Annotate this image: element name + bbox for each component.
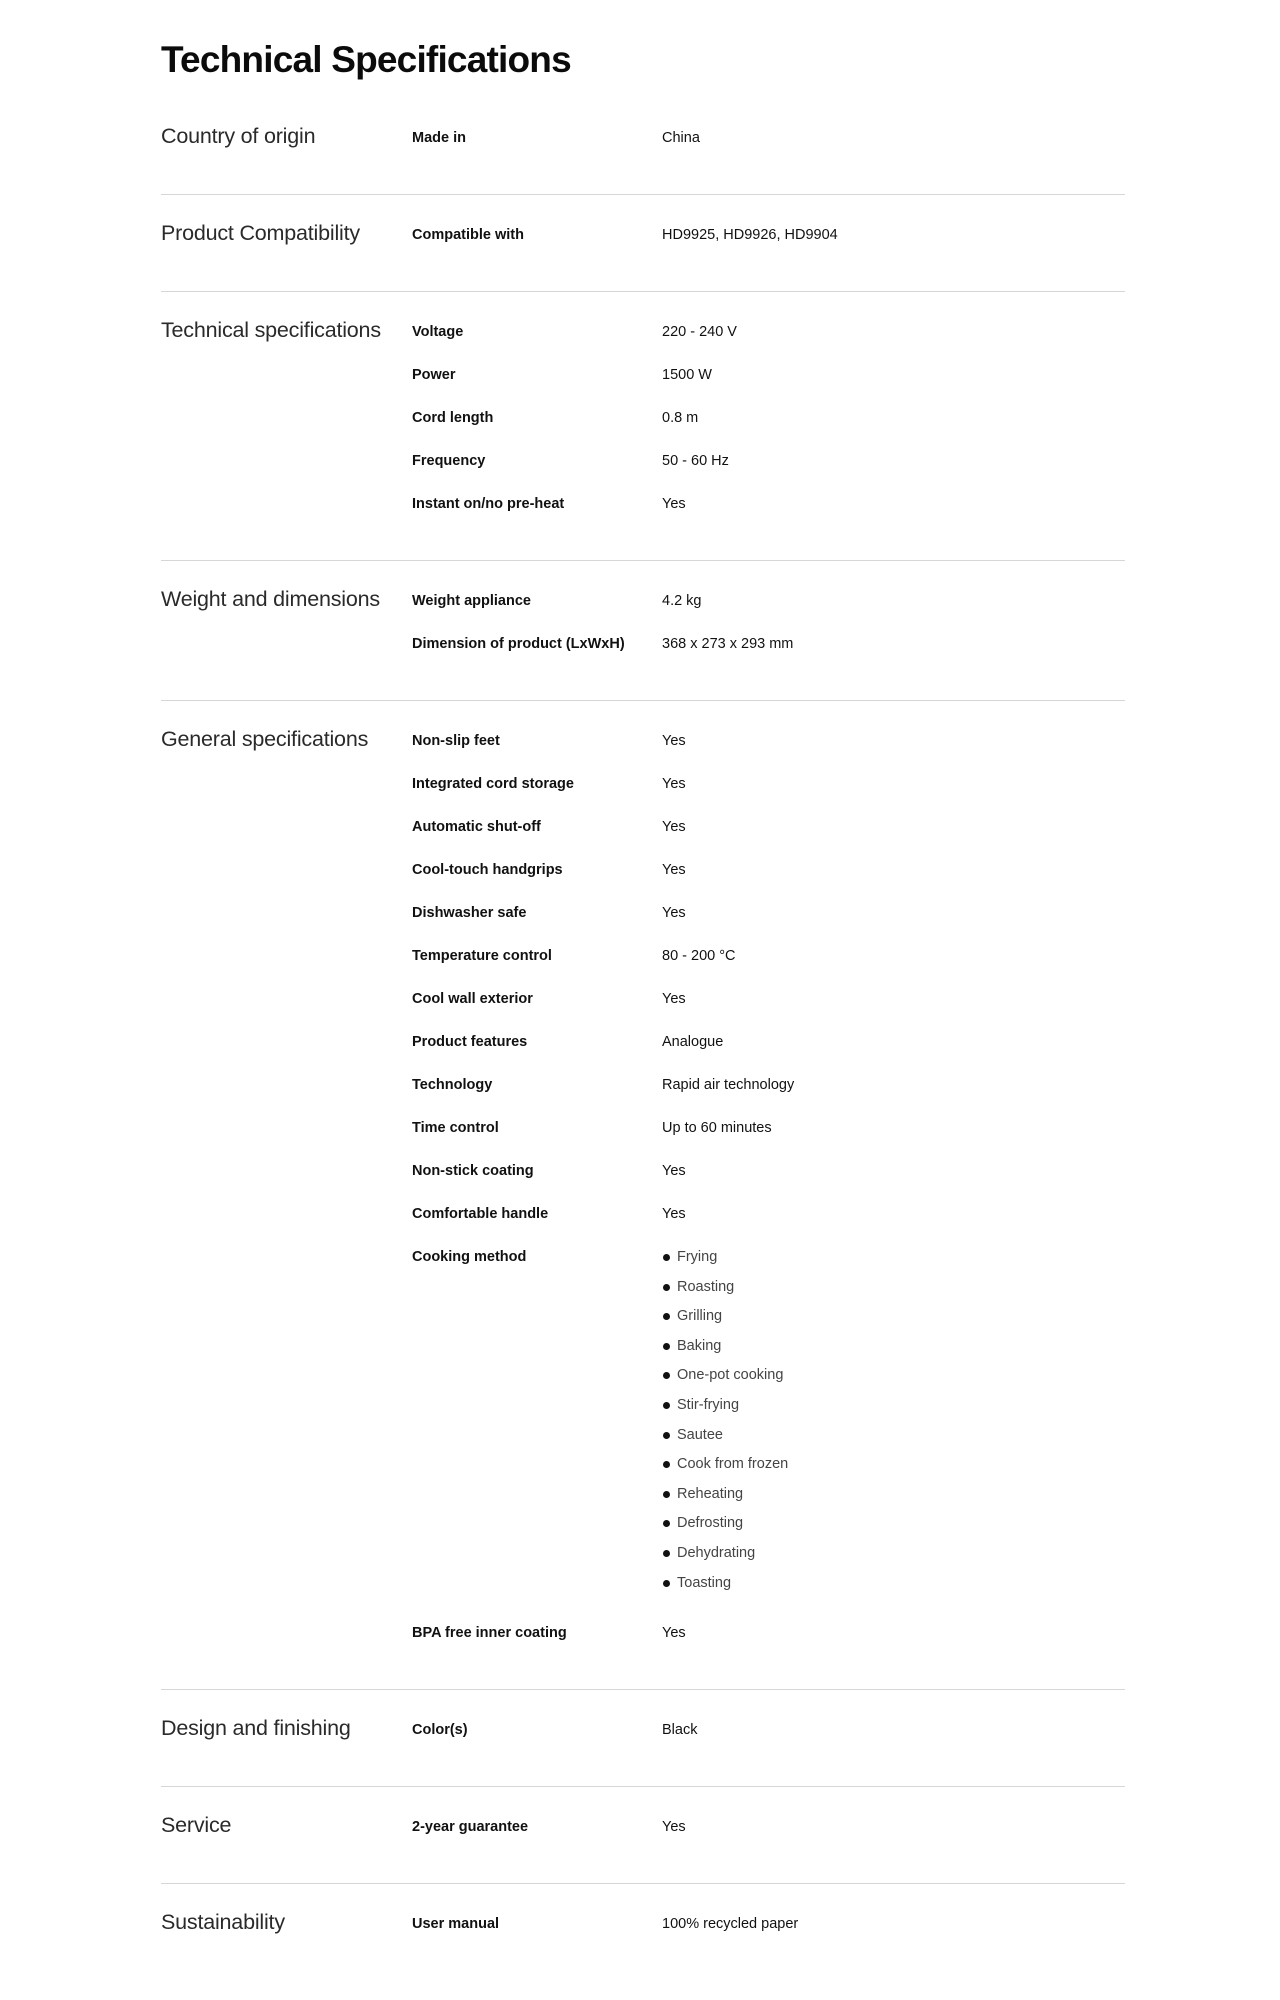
- spec-row: [412, 896, 1125, 939]
- section-title: Service: [161, 1813, 232, 1838]
- spec-rows: [412, 724, 1125, 1659]
- list-item-text: Grilling: [677, 1308, 723, 1325]
- section-weight-and-dimensions: [161, 561, 1125, 701]
- list-item-text: Baking: [677, 1337, 722, 1354]
- spec-row: [412, 218, 1125, 261]
- section-title: Technical specifications: [161, 318, 381, 342]
- section-service: [161, 1787, 1125, 1884]
- list-item-text: Frying: [677, 1249, 718, 1265]
- spec-value: Analogue: [662, 1034, 724, 1050]
- section-title: Design and finishing: [161, 1716, 351, 1741]
- list-item: [662, 1513, 1125, 1543]
- spec-value: Yes: [662, 776, 686, 792]
- spec-row: [412, 1068, 1125, 1111]
- spec-sections: [161, 98, 1125, 1980]
- spec-value: 1500 W: [662, 367, 712, 383]
- spec-row: [412, 584, 1125, 627]
- list-item: [662, 1454, 1125, 1484]
- spec-value: Yes: [662, 1163, 686, 1179]
- spec-row: [412, 401, 1125, 444]
- spec-value: Yes: [662, 1206, 686, 1222]
- section-sustainability: [161, 1884, 1125, 1980]
- bullet-icon: [663, 1520, 670, 1527]
- section-title: Weight and dimensions: [161, 587, 380, 611]
- list-item: [662, 1336, 1125, 1366]
- section-title: Sustainability: [161, 1910, 285, 1935]
- section-design-and-finishing: [161, 1690, 1125, 1787]
- spec-row: [412, 1197, 1125, 1240]
- spec-label: Voltage: [412, 324, 464, 340]
- spec-value: Yes: [662, 1819, 686, 1836]
- section-general-specifications: [161, 701, 1125, 1690]
- spec-label: Cool wall exterior: [412, 991, 533, 1007]
- spec-label: Non-slip feet: [412, 733, 500, 749]
- list-item-text: Sautee: [677, 1426, 723, 1443]
- spec-value: Yes: [662, 862, 686, 878]
- section-title: Product Compatibility: [161, 221, 360, 245]
- list-item: [662, 1543, 1125, 1573]
- spec-row: [412, 724, 1125, 767]
- list-item: [662, 1395, 1125, 1425]
- page-title: Technical Specifications: [161, 39, 571, 80]
- spec-label: Non-stick coating: [412, 1163, 534, 1179]
- list-item-text: One-pot cooking: [677, 1367, 784, 1384]
- spec-value: Yes: [662, 819, 686, 835]
- spec-label: Dimension of product (LxWxH): [412, 636, 625, 652]
- list-item-text: Roasting: [677, 1278, 735, 1295]
- spec-row: [412, 767, 1125, 810]
- section-title: Country of origin: [161, 124, 316, 148]
- spec-row: [412, 1810, 1125, 1853]
- spec-label: Technology: [412, 1077, 493, 1093]
- spec-rows: [412, 1810, 1125, 1853]
- spec-value: 220 - 240 V: [662, 324, 737, 340]
- spec-row: [412, 853, 1125, 896]
- spec-rows: [412, 121, 1125, 164]
- bullet-icon: [663, 1580, 670, 1587]
- spec-value: Yes: [662, 1625, 686, 1642]
- bullet-icon: [663, 1461, 670, 1468]
- spec-label: Power: [412, 367, 456, 383]
- bullet-icon: [663, 1550, 670, 1557]
- spec-rows: [412, 218, 1125, 261]
- spec-label: Automatic shut-off: [412, 819, 541, 835]
- section-product-compatibility: [161, 195, 1125, 292]
- list-item-text: Cook from frozen: [677, 1456, 789, 1473]
- spec-value: Black: [662, 1722, 698, 1739]
- spec-rows: [412, 1713, 1125, 1756]
- bullet-icon: [663, 1343, 670, 1350]
- spec-value: HD9925, HD9926, HD9904: [662, 227, 838, 243]
- spec-row: [412, 1111, 1125, 1154]
- spec-label: Integrated cord storage: [412, 776, 574, 792]
- spec-rows: [412, 584, 1125, 670]
- cooking-method-list: [662, 1247, 1125, 1602]
- spec-label: User manual: [412, 1916, 500, 1933]
- bullet-icon: [663, 1254, 670, 1261]
- spec-label: Cord length: [412, 410, 494, 426]
- spec-label: Cool-touch handgrips: [412, 862, 563, 878]
- spec-content: [161, 30, 1125, 1980]
- spec-value: [662, 1240, 1125, 1602]
- spec-value: China: [662, 130, 700, 146]
- spec-label: Cooking method: [412, 1249, 527, 1265]
- spec-value: 368 x 273 x 293 mm: [662, 636, 794, 652]
- spec-row: [412, 1907, 1125, 1950]
- list-item: [662, 1306, 1125, 1336]
- spec-value: 80 - 200 °C: [662, 948, 736, 964]
- bullet-icon: [663, 1432, 670, 1439]
- list-item-text: Defrosting: [677, 1515, 744, 1532]
- section-technical-specifications: [161, 292, 1125, 561]
- spec-row: [412, 627, 1125, 670]
- spec-row: [412, 315, 1125, 358]
- spec-label: Compatible with: [412, 227, 524, 243]
- spec-label: Dishwasher safe: [412, 905, 527, 921]
- spec-row: [412, 1154, 1125, 1197]
- spec-label: Weight appliance: [412, 593, 531, 609]
- spec-rows: [412, 315, 1125, 530]
- spec-label: Product features: [412, 1034, 528, 1050]
- bullet-icon: [663, 1491, 670, 1498]
- spec-label: Color(s): [412, 1722, 468, 1739]
- spec-row-cooking-method: [412, 1240, 1125, 1616]
- spec-row: [412, 1616, 1125, 1659]
- list-item: [662, 1425, 1125, 1455]
- bullet-icon: [663, 1402, 670, 1409]
- spec-value: Yes: [662, 733, 686, 749]
- spec-label: Comfortable handle: [412, 1206, 549, 1222]
- spec-value: 4.2 kg: [662, 593, 702, 609]
- spec-row: [412, 982, 1125, 1025]
- spec-row: [412, 1025, 1125, 1068]
- spec-row: [412, 810, 1125, 853]
- spec-value: Yes: [662, 991, 686, 1007]
- spec-label: Instant on/no pre-heat: [412, 496, 565, 512]
- list-item: [662, 1365, 1125, 1395]
- list-item: [662, 1573, 1125, 1603]
- spec-value: Yes: [662, 905, 686, 921]
- list-item: [662, 1277, 1125, 1307]
- spec-label: 2-year guarantee: [412, 1819, 529, 1836]
- spec-row: [412, 1713, 1125, 1756]
- list-item-text: Reheating: [677, 1485, 744, 1502]
- spec-row: [412, 444, 1125, 487]
- list-item-text: Toasting: [677, 1574, 732, 1591]
- spec-value: Rapid air technology: [662, 1077, 795, 1093]
- bullet-icon: [663, 1313, 670, 1320]
- spec-label: Temperature control: [412, 948, 552, 964]
- spec-row: [412, 487, 1125, 530]
- spec-row: [412, 358, 1125, 401]
- list-item: [662, 1484, 1125, 1514]
- spec-value: Up to 60 minutes: [662, 1120, 772, 1136]
- spec-value: Yes: [662, 496, 686, 512]
- spec-row: [412, 939, 1125, 982]
- spec-rows: [412, 1907, 1125, 1950]
- spec-value: 100% recycled paper: [662, 1916, 799, 1933]
- list-item: [662, 1247, 1125, 1277]
- spec-value: 0.8 m: [662, 410, 699, 426]
- spec-label: Frequency: [412, 453, 486, 469]
- spec-label: Made in: [412, 130, 466, 146]
- section-country-of-origin: [161, 98, 1125, 195]
- spec-row: [412, 121, 1125, 164]
- list-item-text: Stir-frying: [677, 1396, 740, 1413]
- section-title: General specifications: [161, 727, 369, 751]
- bullet-icon: [663, 1372, 670, 1379]
- spec-label: BPA free inner coating: [412, 1625, 567, 1642]
- spec-value: 50 - 60 Hz: [662, 453, 729, 469]
- bullet-icon: [663, 1284, 670, 1291]
- spec-label: Time control: [412, 1120, 499, 1136]
- list-item-text: Dehydrating: [677, 1544, 756, 1561]
